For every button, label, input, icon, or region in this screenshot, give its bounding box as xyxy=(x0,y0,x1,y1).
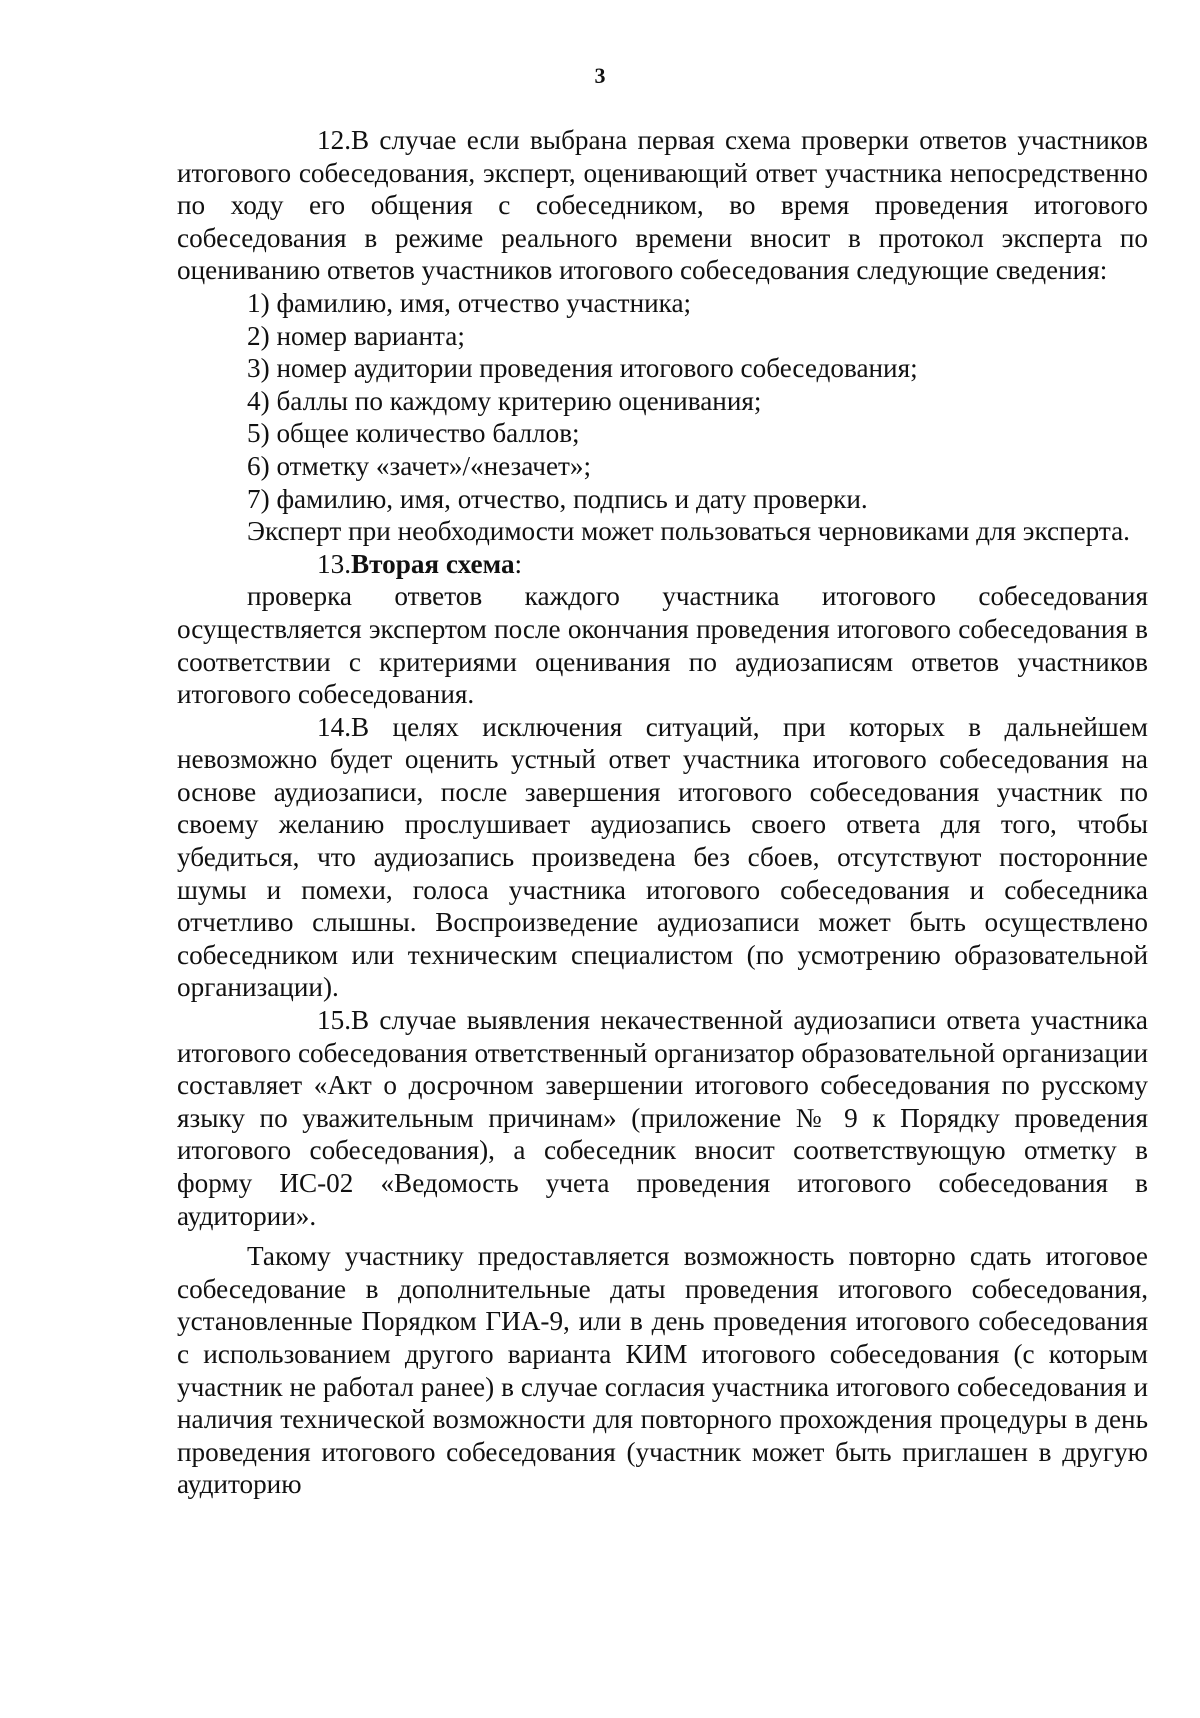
paragraph-15 xyxy=(177,1004,1148,1232)
list-item: 2) номер варианта; xyxy=(247,320,465,351)
paragraph-repeat-attempt: Такому участнику предоставляется возможность повторно сдать итоговое собеседование в дополнительные даты проведения итогового собеседования, установленные Порядком ГИА-9, или в день проведения итогового собеседования с использованием другого варианта КИМ итогового собеседования (с которым участник не работал ранее) в случае согласия участника итогового собеседования и наличия технической возможности для повторного прохождения процедуры в день проведения итогового собеседования (участник может быть приглашен в другую аудиторию xyxy=(177,1241,1148,1500)
info-list xyxy=(177,287,1148,515)
section-heading: Вторая схема xyxy=(350,548,515,579)
paragraph-text: В целях исключения ситуаций, при которых в дальнейшем невозможно будет оценить устный ответ участника итогового собеседования на основе аудиозаписи, после завершения итогового собеседования участник по своему желанию прослушивает аудиозапись своего ответа для того, чтобы убедиться, что аудиозапись произведена без сбоев, отсутствуют посторонние шумы и помехи, голоса участника итогового собеседования и собеседника отчетливо слышны. Воспроизведение аудиозаписи может быть осуществлено собеседником или техническим специалистом (по усмотрению образовательной организации). xyxy=(177,711,1148,1003)
paragraph-14 xyxy=(177,711,1148,1004)
list-item: 7) фамилию, имя, отчество, подпись и дату проверки. xyxy=(247,483,868,514)
list-item: 1) фамилию, имя, отчество участника; xyxy=(247,287,692,318)
paragraph-expert-note: Эксперт при необходимости может пользоваться черновиками для эксперта. xyxy=(247,516,1130,547)
paragraph-13-text: проверка ответов каждого участника итогового собеседования осуществляется экспертом после окончания проведения итогового собеседования в соответствии с критериями оценивания по аудиозаписям ответов участников итогового собеседования. xyxy=(177,581,1148,710)
paragraph-number: 12. xyxy=(317,125,351,155)
paragraph-13-heading xyxy=(177,548,1148,581)
document-body xyxy=(177,124,1148,1501)
paragraph-12 xyxy=(177,124,1148,287)
paragraph-number: 14. xyxy=(317,711,351,742)
page-number: 3 xyxy=(594,63,606,88)
list-item: 5) общее количество баллов; xyxy=(247,418,580,449)
paragraph-number: 13. xyxy=(317,548,351,579)
list-item: 4) баллы по каждому критерию оценивания; xyxy=(247,385,762,416)
list-item: 3) номер аудитории проведения итогового собеседования; xyxy=(247,353,918,384)
paragraph-text: В случае если выбрана первая схема проверки ответов участников итогового собеседования, эксперт, оценивающий ответ участника непосредственно по ходу его общения с собеседником, во время проведения итогового собеседования в режиме реального времени вносит в протокол эксперта по оцениванию ответов участников итогового собеседования следующие сведения: xyxy=(177,125,1148,286)
paragraph-text: В случае выявления некачественной аудиозаписи ответа участника итогового собеседования ответственный организатор образовательной организации составляет «Акт о досрочном завершении итогового собеседования по русскому языку по уважительным причинам» (приложение № 9 к Порядку проведения итогового собеседования), а собеседник вносит соответствующую отметку в форму ИС-02 «Ведомость учета проведения итогового собеседования в аудитории». xyxy=(177,1005,1148,1231)
paragraph-number: 15. xyxy=(317,1005,351,1036)
list-item: 6) отметку «зачет»/«незачет»; xyxy=(247,450,592,481)
heading-colon: : xyxy=(514,548,523,579)
